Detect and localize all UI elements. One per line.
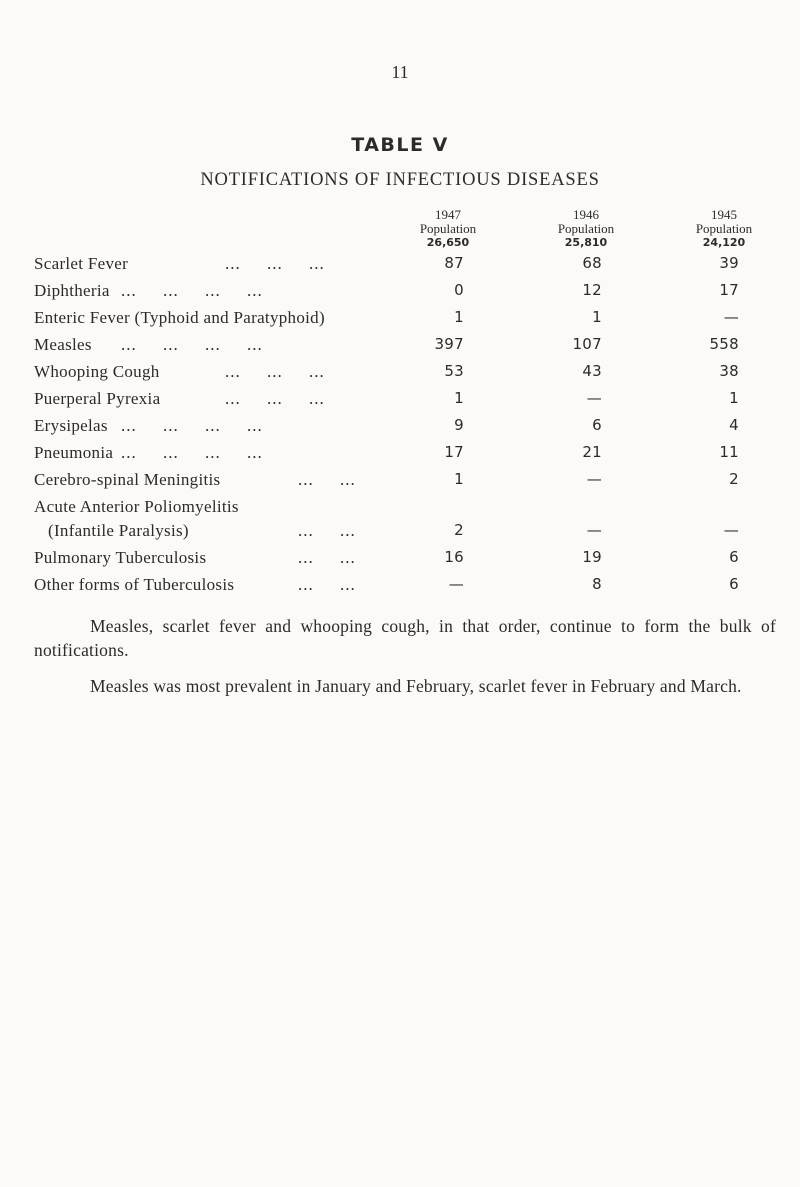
- column-population: 26,650: [426, 236, 470, 249]
- value-1946: —: [586, 389, 602, 407]
- value-1946: —: [586, 470, 602, 488]
- paragraph-seasonality: Measles was most prevalent in January and February, scarlet fever in February and March.: [90, 676, 742, 696]
- leader-dots: ... ...: [298, 470, 356, 489]
- value-1947: 17: [444, 443, 464, 461]
- table-row: [0, 308, 800, 334]
- disease-name: Pneumonia: [34, 443, 114, 462]
- column-year: 1945: [711, 207, 737, 222]
- value-1945: 39: [719, 254, 739, 272]
- value-1945: 6: [729, 548, 739, 566]
- column-year: 1947: [435, 207, 461, 222]
- value-1946: 8: [592, 575, 602, 593]
- value-1946: 1: [592, 308, 602, 326]
- paragraph-notifications: Measles, scarlet fever and whooping cough, in that order, continue to form the bulk of notifications.: [34, 616, 776, 660]
- leader-dots: ... ... ... ...: [121, 416, 263, 435]
- leader-dots: ... ... ...: [225, 362, 325, 381]
- value-1945: 6: [729, 575, 739, 593]
- column-population-label: Population: [419, 221, 477, 236]
- disease-name: Whooping Cough: [34, 362, 160, 381]
- value-1947: 2: [454, 521, 464, 539]
- value-1947: 397: [434, 335, 464, 353]
- leader-dots: ... ... ...: [225, 254, 325, 273]
- disease-name: Cerebro-spinal Meningitis: [34, 470, 221, 489]
- value-1947: —: [448, 575, 464, 593]
- disease-name: Enteric Fever (Typhoid and Paratyphoid): [34, 308, 325, 327]
- value-1946: 21: [582, 443, 602, 461]
- value-1945: 2: [729, 470, 739, 488]
- value-1945: 17: [719, 281, 739, 299]
- disease-name: Acute Anterior Poliomyelitis: [34, 497, 239, 516]
- value-1947: 1: [454, 470, 464, 488]
- value-1946: 43: [582, 362, 602, 380]
- column-header-1947: [388, 208, 508, 249]
- value-1945: 4: [729, 416, 739, 434]
- value-1946: 68: [582, 254, 602, 272]
- disease-name: Scarlet Fever: [34, 254, 129, 273]
- disease-name: Measles: [34, 335, 92, 354]
- leader-dots: ... ... ... ...: [121, 335, 263, 354]
- table-row: [0, 362, 800, 388]
- table-label: TABLE V: [351, 134, 449, 156]
- value-1945: 1: [729, 389, 739, 407]
- disease-name: Other forms of Tuberculosis: [34, 575, 235, 594]
- value-1946: 107: [572, 335, 602, 353]
- value-1947: 53: [444, 362, 464, 380]
- column-population: 25,810: [564, 236, 608, 249]
- table-row: [0, 389, 800, 415]
- column-year: 1946: [573, 207, 599, 222]
- page-number: 11: [391, 62, 409, 82]
- column-population-label: Population: [557, 221, 615, 236]
- table-row: [0, 416, 800, 442]
- value-1946: —: [586, 521, 602, 539]
- value-1945: 558: [709, 335, 739, 353]
- table-title: NOTIFICATIONS OF INFECTIOUS DISEASES: [200, 170, 600, 190]
- table-row: [0, 575, 800, 601]
- column-header-1945: [664, 208, 784, 249]
- table-row: [0, 470, 800, 496]
- column-header-1946: [526, 208, 646, 249]
- column-population-label: Population: [695, 221, 753, 236]
- value-1947: 16: [444, 548, 464, 566]
- value-1946: 12: [582, 281, 602, 299]
- leader-dots: ... ...: [298, 548, 356, 567]
- value-1947: 1: [454, 308, 464, 326]
- leader-dots: ... ... ... ...: [121, 281, 263, 300]
- disease-name: Pulmonary Tuberculosis: [34, 548, 207, 567]
- value-1946: 6: [592, 416, 602, 434]
- value-1945: —: [723, 308, 739, 326]
- disease-name: Erysipelas: [34, 416, 108, 435]
- disease-name: Puerperal Pyrexia: [34, 389, 161, 408]
- value-1947: 1: [454, 389, 464, 407]
- leader-dots: ... ...: [298, 521, 356, 540]
- value-1945: 11: [719, 443, 739, 461]
- value-1947: 87: [444, 254, 464, 272]
- table-row: [0, 443, 800, 469]
- leader-dots: ... ...: [298, 575, 356, 594]
- leader-dots: ... ... ... ...: [121, 443, 263, 462]
- table-row: [0, 335, 800, 361]
- disease-name: Diphtheria: [34, 281, 110, 300]
- table-row: [0, 548, 800, 574]
- value-1947: 0: [454, 281, 464, 299]
- value-1947: 9: [454, 416, 464, 434]
- table-row: [0, 254, 800, 280]
- table-row: [0, 497, 800, 547]
- disease-name-sub: (Infantile Paralysis): [48, 521, 189, 540]
- leader-dots: ... ... ...: [225, 389, 325, 408]
- value-1945: —: [723, 521, 739, 539]
- value-1945: 38: [719, 362, 739, 380]
- value-1946: 19: [582, 548, 602, 566]
- table-row: [0, 281, 800, 307]
- column-population: 24,120: [702, 236, 746, 249]
